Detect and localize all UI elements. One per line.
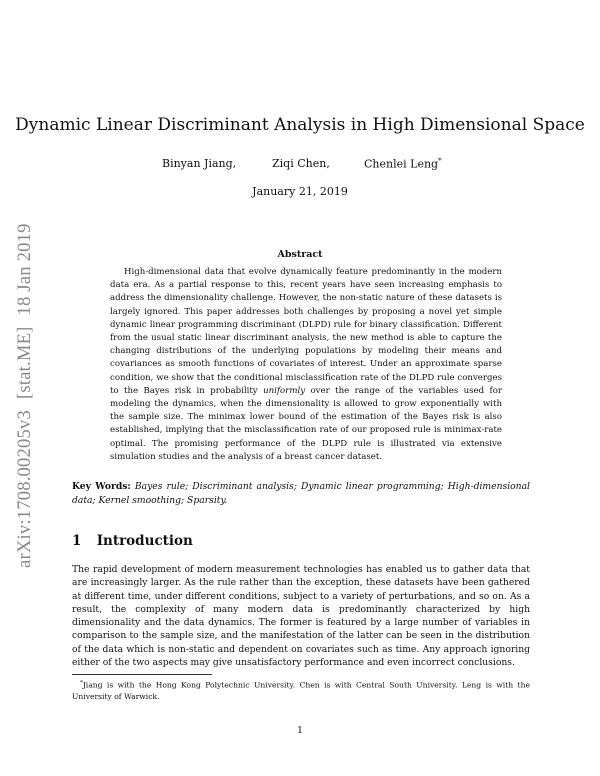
- abstract-part1: High-dimensional data that evolve dynamically feature predominantly in the modern data era. As a partial response to this, recent years have seen increasing emphasis to address the dimensionality challenge. However, the non-static nature of these datasets is largely ignored. This paper addresses both challenges by proposing a novel yet simple dynamic linear programming discriminant (DLPD) rule for binary classification. Different from the usual static linear discriminant analysis, the new method is able to capture the changing distributions of the underlying populations by modeling their means and covariances as smooth functions of covariates of interest. Under an approximate sparse condition, we show that the conditional misclassification rate of the DLPD rule converges to the Bayes risk in probability: [110, 267, 502, 396]
- arxiv-category: [stat.ME]: [14, 326, 35, 399]
- paper-date: January 21, 2019: [252, 185, 348, 198]
- footnote-mark: *: [80, 680, 83, 686]
- page-number: 1: [296, 725, 304, 736]
- author-chen: Ziqi Chen,: [272, 157, 330, 170]
- arxiv-date: 18 Jan 2019: [14, 223, 35, 316]
- arxiv-stamp: [14, 208, 36, 568]
- intro-paragraph: The rapid development of modern measurement technologies has enabled us to gather data that are increasingly larger. As the rule rather than the exception, these datasets have been gathered at different time, under different conditions, subject to a variety of perturbations, and so on. As a result, the complexity of many modern data is predominantly characterized by high dimensionality and the data dynamics. The former is featured by a large number of variables in comparison to the sample size, and the manifestation of the latter can be seen in the distribution of the data which is non-static and dependent on covariates such as time. Any approach ignoring either of the two aspects may give unsatisfactory performance and even incorrect conclusions.: [72, 564, 530, 669]
- footnote-rule: [72, 674, 212, 675]
- keywords-label: Key Words:: [72, 481, 131, 492]
- abstract-body: [110, 266, 502, 464]
- footnote: [72, 678, 530, 702]
- author-leng-name: Chenlei Leng: [364, 157, 439, 171]
- author-list: [0, 157, 600, 171]
- abstract-emphasis: uniformly: [263, 385, 306, 396]
- arxiv-id: arXiv:1708.00205v3: [14, 409, 35, 568]
- keywords: [72, 480, 530, 507]
- section-title: Introduction: [96, 533, 193, 549]
- section-number: 1: [72, 533, 82, 549]
- abstract-part2: over the range of the variables used for modeling the dynamics, when the dimensionality is allowed to grow exponentially with the sample size. The minimax lower bound of the estimation of the Bayes risk is also established, implying that the misclassification rate of our proposed rule is minimax-rate optimal. The promising performance of the DLPD rule is illustrated via extensive simulation studies and the analysis of a breast cancer dataset.: [110, 385, 503, 462]
- keywords-text: Bayes rule; Discriminant analysis; Dynamic linear programming; High-dimensional data; Kernel smoothing; Sparsity.: [72, 481, 530, 506]
- author-footnote-mark: *: [438, 157, 442, 165]
- footnote-text: Jiang is with the Hong Kong Polytechnic University. Chen is with Central South University. Leng is with the University of Warwick.: [72, 680, 530, 701]
- author-jiang: Binyan Jiang,: [162, 157, 237, 170]
- paper-title: Dynamic Linear Discriminant Analysis in High Dimensional Space: [15, 115, 585, 135]
- author-leng: [364, 157, 442, 171]
- abstract-heading: Abstract: [277, 249, 323, 260]
- section-heading: [72, 533, 193, 549]
